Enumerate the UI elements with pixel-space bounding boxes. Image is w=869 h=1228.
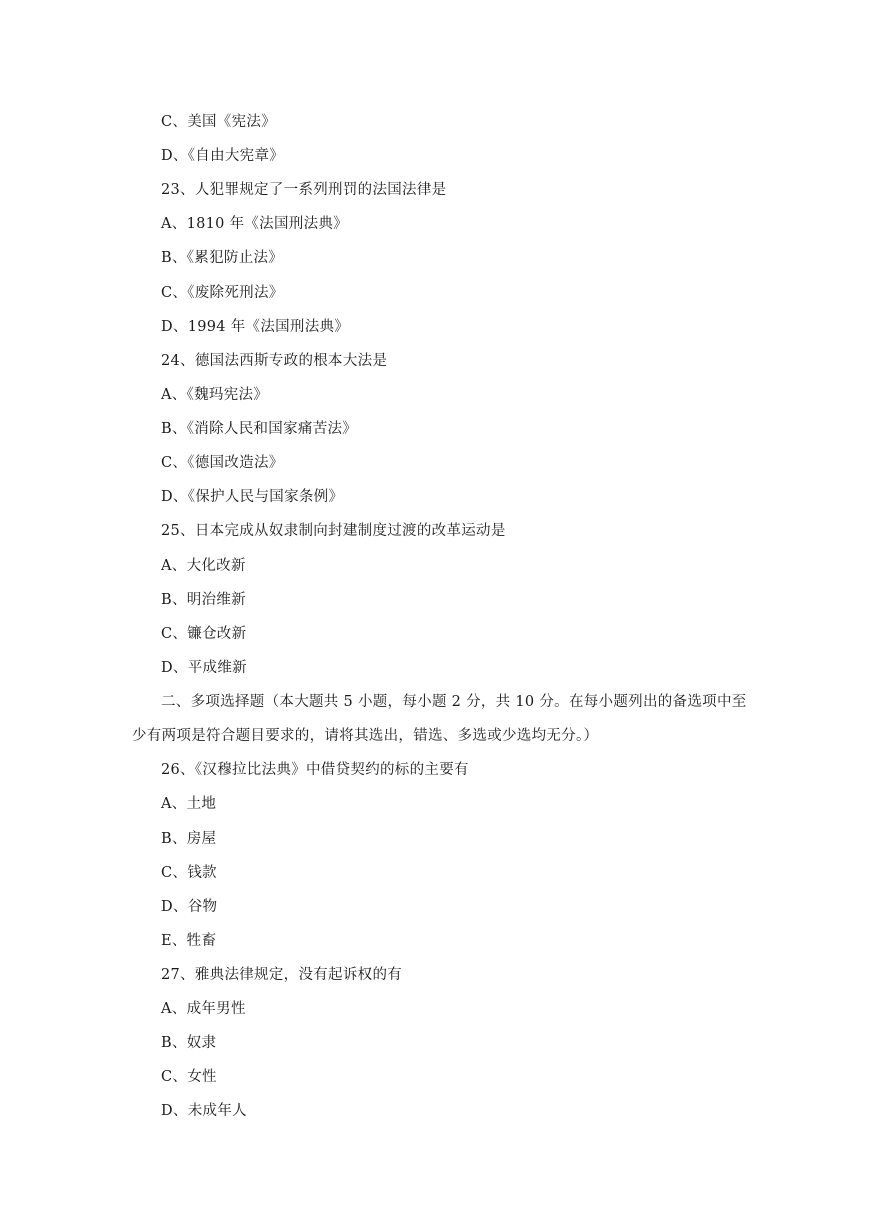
option-c-women: C、女性 xyxy=(161,1069,217,1085)
option-e-livestock: E、牲畜 xyxy=(161,933,217,949)
question-27: 27、雅典法律规定，没有起诉权的有 xyxy=(161,967,403,983)
option-b-recidivism-law: B、《累犯防止法》 xyxy=(161,250,284,266)
option-a-taika-reform: A、大化改新 xyxy=(161,558,246,574)
question-25: 25、日本完成从奴隶制向封建制度过渡的改革运动是 xyxy=(161,523,506,539)
option-a-land: A、土地 xyxy=(161,796,217,812)
question-23: 23、人犯罪规定了一系列刑罚的法国法律是 xyxy=(161,182,447,198)
option-b-meiji-restoration: B、明治维新 xyxy=(161,592,246,608)
option-c-money: C、钱款 xyxy=(161,865,217,881)
option-a-weimar-constitution: A、《魏玛宪法》 xyxy=(161,387,269,403)
option-d-heisei-reform: D、平成维新 xyxy=(161,660,247,676)
option-b-enabling-act: B、《消除人民和国家痛苦法》 xyxy=(161,421,358,437)
option-d-1994-penal-code: D、1994 年《法国刑法典》 xyxy=(161,319,350,335)
question-24: 24、德国法西斯专政的根本大法是 xyxy=(161,353,388,369)
option-b-house: B、房屋 xyxy=(161,831,217,847)
section-heading-continued: 少有两项是符合题目要求的，请将其选出，错选、多选或少选均无分。） xyxy=(132,728,599,744)
option-d-grain: D、谷物 xyxy=(161,899,218,915)
option-d-minors: D、未成年人 xyxy=(161,1103,247,1119)
option-c-abolition-death-penalty: C、《废除死刑法》 xyxy=(161,285,284,301)
option-a-adult-males: A、成年男性 xyxy=(161,1001,246,1017)
section-heading-multiple-choice: 二、多项选择题（本大题共 5 小题，每小题 2 分，共 10 分。在每小题列出的备选项中至 xyxy=(161,694,747,710)
option-d-magna-carta: D、《自由大宪章》 xyxy=(161,148,285,164)
option-c-german-reform-law: C、《德国改造法》 xyxy=(161,455,284,471)
option-c-kamakura-reform: C、镰仓改新 xyxy=(161,626,247,642)
option-c-us-constitution: C、美国《宪法》 xyxy=(161,114,276,130)
option-b-slaves: B、奴隶 xyxy=(161,1035,217,1051)
question-26: 26、《汉穆拉比法典》中借贷契约的标的主要有 xyxy=(161,762,469,778)
option-a-1810-penal-code: A、1810 年《法国刑法典》 xyxy=(161,216,348,232)
option-d-protection-decree: D、《保护人民与国家条例》 xyxy=(161,489,344,505)
